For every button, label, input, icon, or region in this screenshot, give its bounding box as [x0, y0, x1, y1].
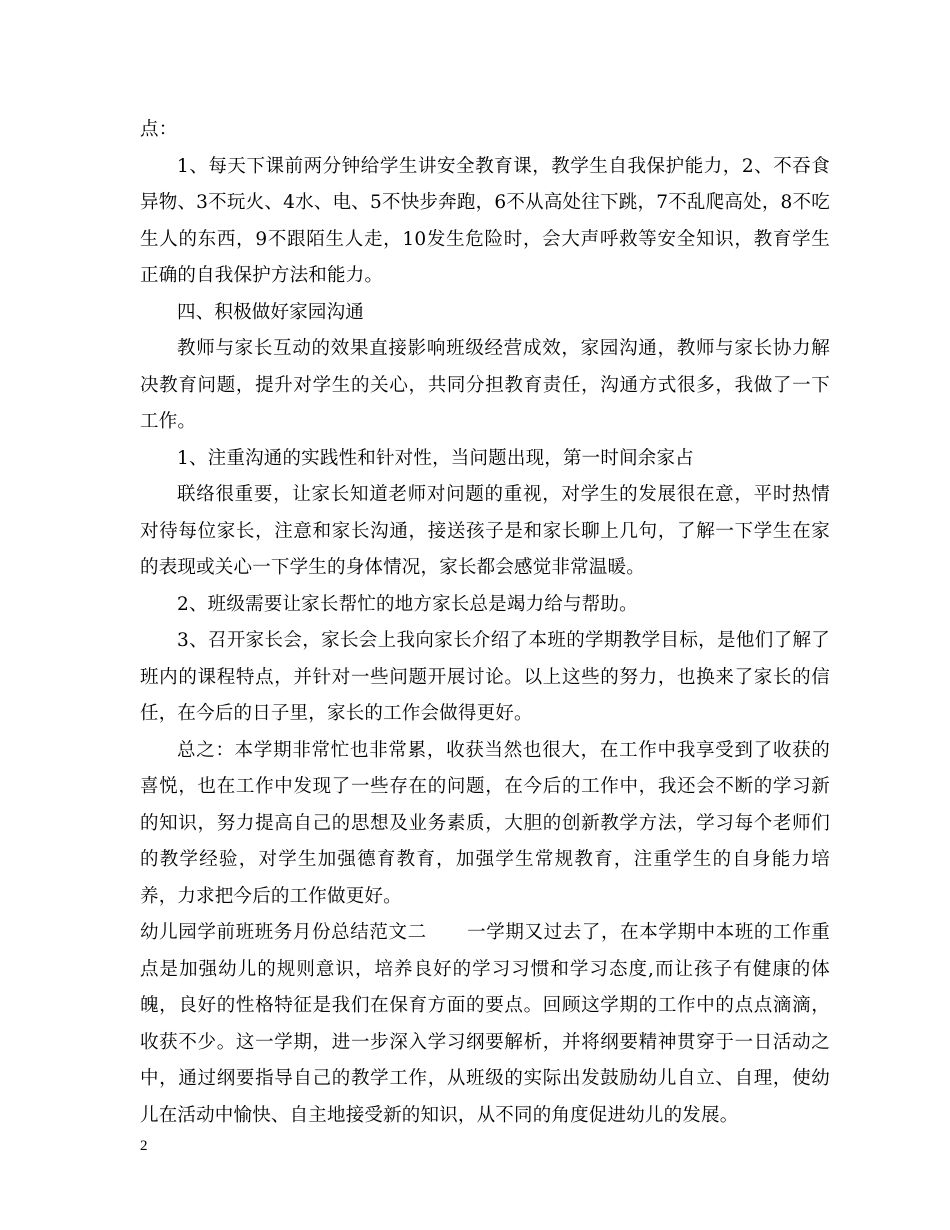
paragraph: 2、班级需要让家长帮忙的地方家长总是竭力给与帮助。: [177, 593, 638, 615]
paragraph: 1、注重沟通的实践性和针对性，当问题出现，第一时间余家占: [177, 447, 694, 469]
paragraph: 点：: [140, 119, 178, 140]
paragraph: 总之：本学期非常忙也非常累，收获当然也很大，在工作中我享受到了收获的喜悦，也在工作中发现了一些存在的问题，在今后的工作中，我还会不断的学习新的知识，努力提高自己的思想及业务素质，大胆的创新教学方法，学习每个老师们的教学经验，对学生加强德育教育，加强学生常规教育，注重学生的自身能力培养，力求把今后的工作做更好。: [140, 739, 830, 907]
section-two-heading: 幼儿园学前班班务月份总结范文二: [140, 922, 427, 943]
paragraph: 1、每天下课前两分钟给学生讲安全教育课，教学生自我保护能力，2、不吞食异物、3不玩火、4水、电、5不快步奔跑，6不从高处往下跳，7不乱爬高处，8不吃生人的东西，9不跟陌生人走，10发生危险时，会大声呼救等安全知识，教育学生正确的自我保护方法和能力。: [140, 155, 830, 286]
paragraph: 3、召开家长会，家长会上我向家长介绍了本班的学期教学目标，是他们了解了班内的课程特点，并针对一些问题开展讨论。以上这些的努力，也换来了家长的信任，在今后的日子里，家长的工作会做得更好。: [140, 630, 830, 724]
section-two-text: 一学期又过去了，在本学期中本班的工作重点是加强幼儿的规则意识，培养良好的学习习惯和学习态度,而让孩子有健康的体魄，良好的性格特征是我们在保育方面的要点。回顾这学期的工作中的点点滴滴，收获不少。这一学期，进一步深入学习纲要解析，并将纲要精神贯穿于一日活动之中，通过纲要指导自己的教学工作，从班级的实际出发鼓励幼儿自立、自理，使幼儿在活动中愉快、自主地接受新的知识，从不同的角度促进幼儿的发展。: [140, 922, 830, 1126]
page-number: 2: [140, 1138, 148, 1154]
document-body: [140, 112, 830, 1134]
section-heading: 四、积极做好家园沟通: [177, 301, 365, 323]
paragraph: 联络很重要，让家长知道老师对问题的重视，对学生的发展很在意，平时热情对待每位家长，注意和家长沟通，接送孩子是和家长聊上几句，了解一下学生在家的表现或关心一下学生的身体情况，家长都会感觉非常温暖。: [140, 484, 830, 578]
paragraph: 教师与家长互动的效果直接影响班级经营成效，家园沟通，教师与家长协力解决教育问题，提升对学生的关心，共同分担教育责任，沟通方式很多，我做了一下工作。: [140, 338, 830, 432]
section-two-paragraph: [140, 915, 830, 1134]
